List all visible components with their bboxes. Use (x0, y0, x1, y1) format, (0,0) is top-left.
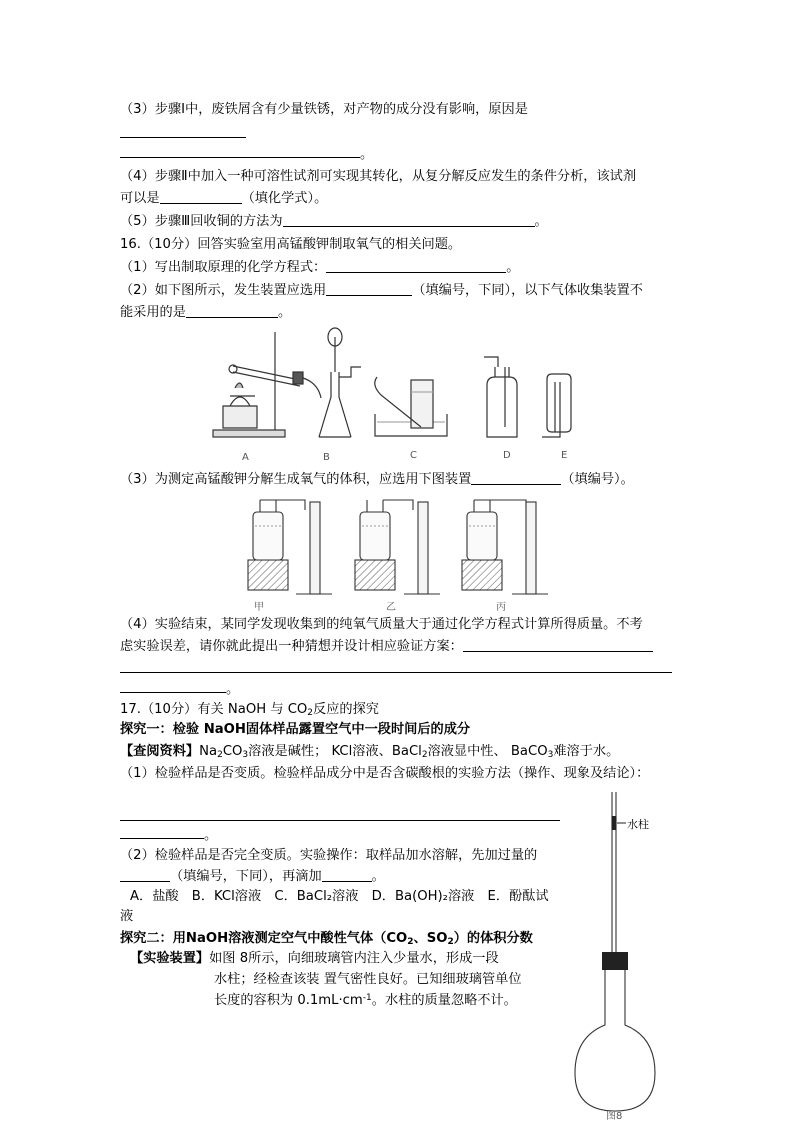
apparatus-figure-a-e (205, 322, 595, 467)
q17-part2-blank2[interactable] (322, 868, 372, 882)
q16-part4-blank3[interactable] (120, 692, 226, 693)
q16-part2-blank2[interactable] (186, 304, 278, 318)
q15-part4-line1: （4）步骤Ⅱ中加入一种可溶性试剂可实现其转化，从复分解反应发生的条件分析，该试剂 (120, 169, 637, 184)
water-column-label: 水柱 (627, 818, 649, 831)
apparatus-label-b: B (323, 452, 330, 463)
q16-part4-blank1[interactable] (463, 638, 653, 652)
apparatus-label-yi: 乙 (386, 602, 396, 613)
apparatus-d-icon (484, 357, 517, 437)
figure-8-flask (570, 790, 680, 1120)
q17-explore1-heading: 探究一：检验 NaOH固体样品露置空气中一段时间后的成分 (120, 722, 471, 737)
apparatus-b-icon (319, 328, 361, 437)
figure-8-caption: 图8 (606, 1111, 623, 1122)
q17-part1-blank2[interactable] (120, 838, 204, 839)
apparatus-jia-icon (248, 500, 332, 594)
apparatus-yi-icon (355, 500, 440, 594)
gas-volume-figure (240, 490, 560, 615)
q17-title: 17.（10分）有关 NaOH 与 $CO_2$反应的探究 (120, 702, 379, 718)
water-column (612, 816, 617, 830)
q17-part2-line1: （2）检验样品是否完全变质。实验操作：取样品加水溶解，先加过量的 (120, 848, 538, 863)
q16-part3: （3）为测定高锰酸钾分解生成氧气的体积，应选用下图装置 （填编号）。 (120, 472, 634, 487)
q15-part5-blank[interactable] (283, 213, 535, 227)
q15-part4-line2: 可以是 （填化学式）。 (120, 191, 328, 206)
apparatus-label-e: E (561, 450, 568, 461)
q16-part2-blank1[interactable] (326, 282, 412, 296)
q16-part3-blank[interactable] (471, 471, 561, 485)
apparatus-c-icon (375, 377, 447, 436)
apparatus-labels (242, 450, 567, 463)
apparatus-bing-icon (462, 500, 548, 594)
q16-part1-blank[interactable] (326, 259, 506, 273)
q15-part4-blank[interactable] (160, 190, 242, 204)
q16-part4-line2: 虑实验误差，请你就此提出一种猜想并设计相应验证方案： (120, 638, 653, 656)
q15-part3-blank2[interactable] (120, 157, 360, 158)
q17-reference: 【查阅资料】$Na_2CO_3$溶液是碱性； KCl溶液、BaCl$_2$溶液显中性、 BaCO$_3$难溶于水。 (120, 744, 620, 760)
apparatus-e-icon (542, 374, 571, 437)
q17-setup-line2: 水柱；经检查该装 置气密性良好。已知细玻璃管单位 (214, 972, 522, 987)
q17-part1-blank1[interactable] (120, 820, 560, 821)
stopper-icon (602, 952, 628, 970)
q15-part3-blank1[interactable] (120, 137, 246, 138)
q16-part2-line2: 能采用的是 。 (120, 305, 292, 320)
q17-options-tail: 液 (120, 909, 134, 924)
q16-part4-end: 。 (226, 682, 240, 697)
apparatus-label-d: D (503, 450, 511, 461)
q17-explore2-heading: 探究二：用NaOH溶液测定空气中酸性气体（$CO_2$、$SO_2$）的体积分数 (120, 931, 533, 947)
q17-part1: （1）检验样品是否变质。检验样品成分中是否含碳酸根的实验方法（操作、现象及结论）： (120, 766, 650, 781)
q17-part1-end: 。 (204, 828, 218, 843)
q17-part2-line2: （填编号，下同），再滴加 。 (120, 868, 385, 886)
q16-title: 16.（10分）回答实验室用高锰酸钾制取氧气的相关问题。 (120, 237, 462, 252)
q17-part2-blank1[interactable] (120, 868, 170, 882)
apparatus-label-bing: 丙 (496, 602, 506, 613)
q17-options: A．盐酸 B．KCl溶液 C．BaCl₂溶液 D．Ba(OH)₂溶液 E．酚酞试 (130, 889, 549, 904)
apparatus-a-icon (213, 332, 321, 437)
q17-setup-line3: 长度的容积为 $0.1mL\cdot cm^{-1}$。水柱的质量忽略不计。 (214, 993, 517, 1008)
q15-part5: （5）步骤Ⅲ回收铜的方法为 。 (120, 214, 548, 229)
apparatus-label-c: C (410, 450, 417, 461)
q16-part4-blank2[interactable] (120, 672, 672, 673)
q15-part3-end: 。 (360, 147, 374, 162)
apparatus-label-jia: 甲 (254, 602, 264, 613)
q15-part3: （3）步骤Ⅰ中，废铁屑含有少量铁锈，对产物的成分没有影响，原因是 (120, 102, 528, 117)
apparatus-label-a: A (242, 452, 249, 463)
q16-part2-line1: （2）如下图所示，发生装置应选用 （填编号，下同），以下气体收集装置不 (120, 283, 643, 298)
q16-part4-line1: （4）实验结束，某同学发现收集到的纯氧气质量大于通过化学方程式计算所得质量。不考 (120, 617, 643, 632)
q16-part1: （1）写出制取原理的化学方程式： 。 (120, 260, 520, 275)
q17-setup-line1: 【实验装置】如图 8所示，向细玻璃管内注入少量水，形成一段 (130, 951, 499, 966)
